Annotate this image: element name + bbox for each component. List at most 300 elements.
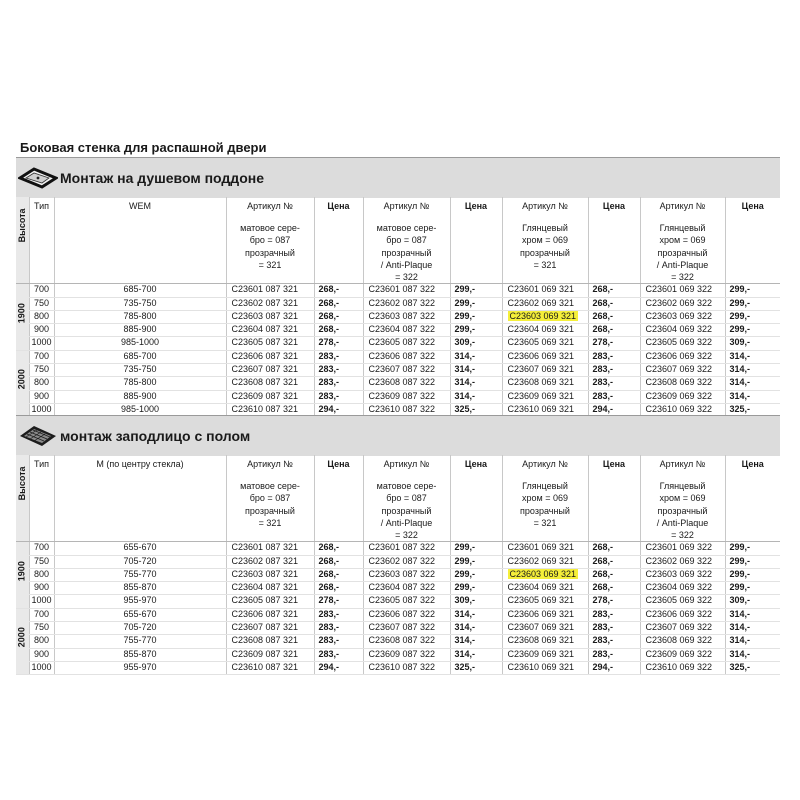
article-number: C23601 087 321 bbox=[231, 542, 299, 553]
height-header-label: Высота bbox=[17, 466, 28, 501]
article-number: C23604 069 321 bbox=[507, 582, 575, 593]
price-header: Цена bbox=[588, 197, 640, 284]
price-cell: 283,- bbox=[314, 608, 363, 621]
range-cell: 705-720 bbox=[54, 555, 226, 568]
article-number: C23605 087 322 bbox=[368, 595, 436, 606]
article-cell bbox=[640, 337, 725, 350]
article-header bbox=[226, 455, 314, 542]
article-cell bbox=[363, 648, 450, 661]
article-cell bbox=[640, 324, 725, 337]
finish-description: матовое сере- бро = 087 прозрачный = 321 bbox=[240, 481, 300, 528]
price-cell: 314,- bbox=[725, 648, 780, 661]
article-number: C23601 087 322 bbox=[368, 542, 436, 553]
article-header-label: Артикул № bbox=[522, 459, 568, 469]
type-cell: 700 bbox=[29, 350, 54, 363]
type-cell: 700 bbox=[29, 284, 54, 297]
height-header bbox=[16, 455, 29, 542]
price-cell: 299,- bbox=[450, 310, 502, 323]
article-number: C23610 087 321 bbox=[231, 403, 299, 414]
article-number: C23602 069 322 bbox=[645, 297, 713, 308]
article-cell bbox=[226, 635, 314, 648]
type-header: Тип bbox=[29, 197, 54, 284]
article-cell bbox=[363, 635, 450, 648]
article-number: C23603 087 322 bbox=[368, 568, 436, 579]
article-cell bbox=[226, 661, 314, 674]
price-cell: 299,- bbox=[450, 297, 502, 310]
type-cell: 750 bbox=[29, 364, 54, 377]
price-header: Цена bbox=[588, 455, 640, 542]
range-cell: 755-770 bbox=[54, 568, 226, 581]
article-number: C23607 087 322 bbox=[368, 622, 436, 632]
article-cell bbox=[640, 310, 725, 323]
finish-description: Глянцевый хром = 069 прозрачный / Anti-Plaque = 322 bbox=[656, 481, 709, 541]
price-cell: 283,- bbox=[588, 390, 640, 403]
finish-description: Глянцевый хром = 069 прозрачный / Anti-Plaque = 322 bbox=[656, 223, 709, 283]
price-cell: 299,- bbox=[725, 555, 780, 568]
article-number: C23601 069 322 bbox=[645, 284, 713, 295]
article-cell bbox=[640, 377, 725, 390]
article-cell bbox=[363, 390, 450, 403]
price-cell: 309,- bbox=[450, 337, 502, 350]
article-cell bbox=[363, 350, 450, 363]
price-cell: 299,- bbox=[450, 582, 502, 595]
price-cell: 268,- bbox=[314, 284, 363, 297]
range-cell: 685-700 bbox=[54, 350, 226, 363]
header-row bbox=[16, 455, 780, 542]
article-cell bbox=[226, 555, 314, 568]
price-cell: 283,- bbox=[588, 350, 640, 363]
table-row bbox=[16, 542, 780, 555]
article-cell bbox=[640, 297, 725, 310]
table-row bbox=[16, 364, 780, 377]
price-cell: 314,- bbox=[725, 635, 780, 648]
price-cell: 278,- bbox=[588, 337, 640, 350]
article-cell bbox=[502, 568, 588, 581]
article-cell bbox=[640, 364, 725, 377]
article-number: C23606 069 321 bbox=[507, 350, 575, 361]
table-row bbox=[16, 568, 780, 581]
article-number: C23603 069 321 bbox=[509, 568, 577, 579]
article-cell bbox=[226, 608, 314, 621]
price-cell: 314,- bbox=[450, 350, 502, 363]
article-number: C23602 069 322 bbox=[645, 555, 713, 566]
price-cell: 294,- bbox=[588, 403, 640, 416]
article-number: C23608 069 321 bbox=[507, 377, 575, 388]
article-number: C23609 069 321 bbox=[507, 390, 575, 401]
type-cell: 700 bbox=[29, 608, 54, 621]
range-cell: 735-750 bbox=[54, 364, 226, 377]
range-cell: 885-900 bbox=[54, 324, 226, 337]
article-number: C23605 087 321 bbox=[231, 595, 299, 606]
article-number: C23604 087 321 bbox=[231, 582, 299, 593]
finish-description: матовое сере- бро = 087 прозрачный / Anti-Plaque = 322 bbox=[376, 223, 437, 283]
article-number: C23606 087 321 bbox=[231, 350, 299, 361]
article-header bbox=[363, 197, 450, 284]
price-cell: 299,- bbox=[725, 297, 780, 310]
type-cell: 1000 bbox=[29, 661, 54, 674]
type-cell: 800 bbox=[29, 568, 54, 581]
price-cell: 268,- bbox=[588, 568, 640, 581]
table-row bbox=[16, 595, 780, 608]
price-cell: 325,- bbox=[450, 403, 502, 416]
article-cell bbox=[226, 582, 314, 595]
article-cell bbox=[502, 608, 588, 621]
article-header bbox=[502, 197, 588, 284]
table-row bbox=[16, 555, 780, 568]
type-cell: 750 bbox=[29, 297, 54, 310]
price-cell: 268,- bbox=[588, 542, 640, 555]
price-cell: 314,- bbox=[450, 635, 502, 648]
price-cell: 299,- bbox=[725, 324, 780, 337]
article-number: C23605 087 322 bbox=[368, 337, 436, 348]
price-cell: 314,- bbox=[725, 622, 780, 635]
article-number: C23606 069 322 bbox=[645, 350, 713, 361]
article-header bbox=[640, 455, 725, 542]
price-cell: 278,- bbox=[314, 337, 363, 350]
article-number: C23601 069 322 bbox=[645, 542, 713, 553]
price-cell: 309,- bbox=[725, 337, 780, 350]
type-cell: 900 bbox=[29, 582, 54, 595]
article-cell bbox=[363, 661, 450, 674]
price-cell: 268,- bbox=[314, 310, 363, 323]
price-cell: 325,- bbox=[725, 661, 780, 674]
article-cell bbox=[363, 555, 450, 568]
height-group-cell bbox=[16, 542, 29, 608]
price-cell: 283,- bbox=[314, 350, 363, 363]
height-value: 1900 bbox=[16, 303, 27, 324]
price-cell: 278,- bbox=[314, 595, 363, 608]
page-title: Боковая стенка для распашной двери bbox=[20, 140, 267, 155]
header-row bbox=[16, 197, 780, 284]
floor-drain-icon bbox=[18, 424, 58, 448]
price-cell: 268,- bbox=[314, 582, 363, 595]
article-header bbox=[226, 197, 314, 284]
range-cell: 855-870 bbox=[54, 582, 226, 595]
article-cell bbox=[640, 284, 725, 297]
finish-description: матовое сере- бро = 087 прозрачный / Anti-Plaque = 322 bbox=[376, 481, 437, 541]
article-number: C23604 069 322 bbox=[645, 582, 713, 593]
range-cell: 785-800 bbox=[54, 377, 226, 390]
price-cell: 283,- bbox=[314, 622, 363, 635]
range-cell: 785-800 bbox=[54, 310, 226, 323]
price-cell: 299,- bbox=[450, 568, 502, 581]
range-cell: 985-1000 bbox=[54, 337, 226, 350]
price-cell: 314,- bbox=[725, 350, 780, 363]
table-row bbox=[16, 390, 780, 403]
article-number: C23601 087 322 bbox=[368, 284, 436, 295]
article-cell bbox=[363, 568, 450, 581]
article-number: C23607 069 321 bbox=[507, 364, 575, 374]
article-number: C23607 087 321 bbox=[231, 622, 299, 632]
type-cell: 700 bbox=[29, 542, 54, 555]
price-cell: 294,- bbox=[314, 661, 363, 674]
table-row bbox=[16, 297, 780, 310]
article-cell bbox=[640, 542, 725, 555]
article-cell bbox=[640, 608, 725, 621]
price-cell: 278,- bbox=[588, 595, 640, 608]
type-cell: 750 bbox=[29, 622, 54, 635]
article-cell bbox=[640, 390, 725, 403]
range-cell: 855-870 bbox=[54, 648, 226, 661]
type-cell: 800 bbox=[29, 635, 54, 648]
article-number: C23602 087 322 bbox=[368, 555, 436, 566]
article-header-label: Артикул № bbox=[247, 201, 293, 211]
price-table bbox=[16, 197, 780, 417]
table-row bbox=[16, 377, 780, 390]
type-cell: 900 bbox=[29, 648, 54, 661]
price-cell: 314,- bbox=[450, 364, 502, 377]
price-cell: 314,- bbox=[450, 377, 502, 390]
type-cell: 750 bbox=[29, 555, 54, 568]
range-cell: 755-770 bbox=[54, 635, 226, 648]
article-cell bbox=[363, 582, 450, 595]
article-number: C23608 069 322 bbox=[645, 635, 713, 646]
article-number: C23603 069 321 bbox=[509, 310, 577, 321]
range-cell: 955-970 bbox=[54, 661, 226, 674]
article-cell bbox=[226, 542, 314, 555]
article-cell bbox=[502, 364, 588, 377]
article-number: C23604 069 322 bbox=[645, 324, 713, 335]
article-cell bbox=[363, 337, 450, 350]
price-cell: 283,- bbox=[314, 377, 363, 390]
table-row bbox=[16, 350, 780, 363]
range-cell: 735-750 bbox=[54, 297, 226, 310]
price-cell: 299,- bbox=[725, 568, 780, 581]
article-cell bbox=[363, 284, 450, 297]
article-cell bbox=[640, 568, 725, 581]
article-number: C23608 069 321 bbox=[507, 635, 575, 646]
article-cell bbox=[640, 595, 725, 608]
price-cell: 299,- bbox=[725, 582, 780, 595]
price-header: Цена bbox=[450, 455, 502, 542]
article-number: C23609 069 322 bbox=[645, 390, 713, 401]
price-cell: 268,- bbox=[314, 297, 363, 310]
price-cell: 299,- bbox=[450, 555, 502, 568]
price-cell: 314,- bbox=[450, 622, 502, 635]
price-table bbox=[16, 455, 780, 675]
table-row bbox=[16, 310, 780, 323]
height-header bbox=[16, 197, 29, 284]
range-cell: 985-1000 bbox=[54, 403, 226, 416]
article-number: C23606 087 321 bbox=[231, 608, 299, 619]
article-number: C23604 087 322 bbox=[368, 582, 436, 593]
price-cell: 268,- bbox=[314, 568, 363, 581]
article-cell bbox=[226, 324, 314, 337]
article-cell bbox=[226, 390, 314, 403]
type-cell: 900 bbox=[29, 390, 54, 403]
price-cell: 314,- bbox=[450, 390, 502, 403]
price-cell: 314,- bbox=[450, 648, 502, 661]
section-header bbox=[16, 415, 780, 456]
article-cell bbox=[363, 608, 450, 621]
article-number: C23608 087 322 bbox=[368, 377, 436, 388]
type-cell: 900 bbox=[29, 324, 54, 337]
article-cell bbox=[226, 364, 314, 377]
article-header-label: Артикул № bbox=[659, 201, 706, 211]
type-cell: 1000 bbox=[29, 595, 54, 608]
article-number: C23610 087 322 bbox=[368, 661, 436, 672]
article-header-label: Артикул № bbox=[383, 201, 430, 211]
article-cell bbox=[502, 310, 588, 323]
price-cell: 325,- bbox=[450, 661, 502, 674]
section-shower-tray bbox=[16, 157, 780, 414]
article-number: C23608 087 321 bbox=[231, 377, 299, 388]
article-number: C23607 087 321 bbox=[231, 364, 299, 374]
article-header-label: Артикул № bbox=[522, 201, 568, 211]
price-cell: 268,- bbox=[588, 582, 640, 595]
finish-description: Глянцевый хром = 069 прозрачный = 321 bbox=[520, 223, 570, 270]
price-cell: 309,- bbox=[725, 595, 780, 608]
article-cell bbox=[502, 324, 588, 337]
price-cell: 325,- bbox=[725, 403, 780, 416]
article-cell bbox=[226, 377, 314, 390]
price-cell: 299,- bbox=[450, 324, 502, 337]
height-group-cell bbox=[16, 350, 29, 416]
article-cell bbox=[640, 648, 725, 661]
article-number: C23603 069 322 bbox=[645, 568, 713, 579]
height-header-label: Высота bbox=[17, 208, 28, 243]
price-header: Цена bbox=[450, 197, 502, 284]
article-number: C23603 087 321 bbox=[231, 310, 299, 321]
article-cell bbox=[226, 648, 314, 661]
article-header bbox=[502, 455, 588, 542]
article-cell bbox=[502, 390, 588, 403]
finish-description: Глянцевый хром = 069 прозрачный = 321 bbox=[520, 481, 570, 528]
article-cell bbox=[640, 350, 725, 363]
section-title: Монтаж на душевом поддоне bbox=[60, 170, 264, 186]
article-cell bbox=[363, 542, 450, 555]
height-value: 1900 bbox=[16, 561, 27, 582]
article-cell bbox=[502, 377, 588, 390]
article-number: C23607 087 322 bbox=[368, 364, 436, 374]
article-number: C23601 069 321 bbox=[507, 542, 575, 553]
article-number: C23610 069 321 bbox=[507, 403, 575, 414]
article-cell bbox=[502, 542, 588, 555]
price-cell: 314,- bbox=[725, 364, 780, 377]
article-number: C23610 069 322 bbox=[645, 661, 713, 672]
table-row bbox=[16, 622, 780, 635]
range-header: WEM bbox=[54, 197, 226, 284]
article-cell bbox=[226, 284, 314, 297]
type-header: Тип bbox=[29, 455, 54, 542]
price-cell: 268,- bbox=[588, 310, 640, 323]
article-cell bbox=[226, 297, 314, 310]
article-cell bbox=[502, 595, 588, 608]
price-cell: 268,- bbox=[314, 555, 363, 568]
article-cell bbox=[363, 622, 450, 635]
article-number: C23610 087 321 bbox=[231, 661, 299, 672]
article-number: C23609 087 322 bbox=[368, 390, 436, 401]
price-header: Цена bbox=[314, 455, 363, 542]
article-number: C23609 069 322 bbox=[645, 648, 713, 659]
price-cell: 283,- bbox=[588, 608, 640, 621]
article-cell bbox=[226, 622, 314, 635]
article-number: C23609 069 321 bbox=[507, 648, 575, 659]
article-cell bbox=[640, 635, 725, 648]
article-cell bbox=[363, 297, 450, 310]
article-cell bbox=[226, 337, 314, 350]
article-number: C23602 087 321 bbox=[231, 297, 299, 308]
table-row bbox=[16, 648, 780, 661]
article-cell bbox=[363, 324, 450, 337]
article-cell bbox=[502, 622, 588, 635]
article-number: C23602 069 321 bbox=[507, 297, 575, 308]
section-header bbox=[16, 157, 780, 198]
price-header: Цена bbox=[725, 455, 780, 542]
article-cell bbox=[363, 595, 450, 608]
article-number: C23604 069 321 bbox=[507, 324, 575, 335]
article-number: C23609 087 321 bbox=[231, 648, 299, 659]
price-cell: 283,- bbox=[314, 364, 363, 377]
type-cell: 800 bbox=[29, 377, 54, 390]
price-cell: 283,- bbox=[314, 390, 363, 403]
article-cell bbox=[226, 568, 314, 581]
article-number: C23607 069 322 bbox=[645, 364, 713, 374]
height-group-cell bbox=[16, 284, 29, 350]
article-number: C23601 069 321 bbox=[507, 284, 575, 295]
article-number: C23603 087 322 bbox=[368, 310, 436, 321]
article-cell bbox=[502, 635, 588, 648]
price-cell: 283,- bbox=[588, 377, 640, 390]
table-row bbox=[16, 284, 780, 297]
article-number: C23608 087 321 bbox=[231, 635, 299, 646]
article-number: C23607 069 322 bbox=[645, 622, 713, 632]
article-cell bbox=[363, 364, 450, 377]
price-cell: 314,- bbox=[725, 377, 780, 390]
article-number: C23607 069 321 bbox=[507, 622, 575, 632]
price-cell: 268,- bbox=[588, 324, 640, 337]
range-header: M (по центру стекла) bbox=[54, 455, 226, 542]
table-row bbox=[16, 608, 780, 621]
height-group-cell bbox=[16, 608, 29, 674]
price-header: Цена bbox=[725, 197, 780, 284]
article-number: C23610 069 322 bbox=[645, 403, 713, 414]
article-number: C23609 087 322 bbox=[368, 648, 436, 659]
article-header bbox=[640, 197, 725, 284]
article-cell bbox=[226, 595, 314, 608]
article-number: C23605 069 322 bbox=[645, 595, 713, 606]
article-header bbox=[363, 455, 450, 542]
table-row bbox=[16, 337, 780, 350]
price-cell: 294,- bbox=[314, 403, 363, 416]
range-cell: 885-900 bbox=[54, 390, 226, 403]
article-cell bbox=[640, 582, 725, 595]
article-number: C23602 069 321 bbox=[507, 555, 575, 566]
shower-tray-icon bbox=[18, 166, 58, 190]
range-cell: 685-700 bbox=[54, 284, 226, 297]
section-floor-level bbox=[16, 415, 780, 672]
price-cell: 268,- bbox=[588, 555, 640, 568]
article-number: C23605 069 321 bbox=[507, 595, 575, 606]
section-title: монтаж заподлицо с полом bbox=[60, 428, 251, 444]
article-cell bbox=[502, 350, 588, 363]
height-value: 2000 bbox=[16, 369, 27, 390]
table-row bbox=[16, 661, 780, 674]
article-number: C23610 087 322 bbox=[368, 403, 436, 414]
type-cell: 1000 bbox=[29, 403, 54, 416]
article-number: C23606 087 322 bbox=[368, 608, 436, 619]
type-cell: 800 bbox=[29, 310, 54, 323]
price-cell: 299,- bbox=[450, 284, 502, 297]
price-cell: 268,- bbox=[588, 284, 640, 297]
article-header-label: Артикул № bbox=[659, 459, 706, 469]
finish-description: матовое сере- бро = 087 прозрачный = 321 bbox=[240, 223, 300, 270]
price-cell: 283,- bbox=[588, 635, 640, 648]
range-cell: 655-670 bbox=[54, 608, 226, 621]
article-number: C23601 087 321 bbox=[231, 284, 299, 295]
article-cell bbox=[363, 310, 450, 323]
article-number: C23605 087 321 bbox=[231, 337, 299, 348]
